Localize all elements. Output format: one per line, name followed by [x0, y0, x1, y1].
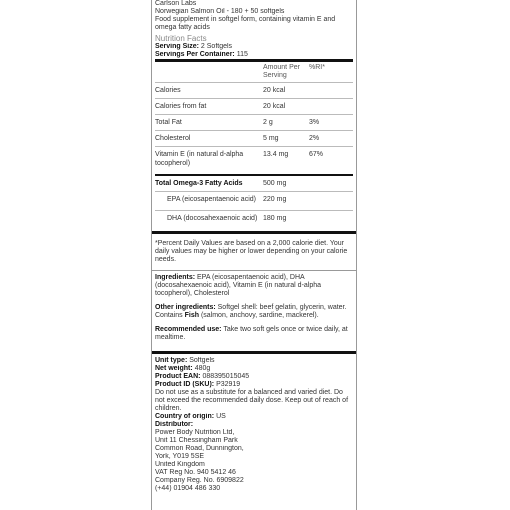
nutrient-name: Calories — [155, 83, 263, 99]
product-ean-label: Product EAN: — [155, 373, 201, 380]
brand-name: Carlson Labs — [155, 0, 197, 7]
nutrient-amount: 20 kcal — [263, 99, 309, 115]
daily-value-footnote: *Percent Daily Values are based on a 2,000 calorie diet. Your daily values may be higher or lower depending on your calorie needs. — [155, 240, 348, 263]
ingredients-text — [155, 274, 353, 298]
product-sku-value: P32919 — [216, 381, 241, 388]
product-description: Food supplement in softgel form, containing vitamin E and omega fatty acids — [155, 16, 336, 31]
distributor-line: (+44) 01904 486 330 — [155, 485, 221, 492]
servings-label: Servings Per Container: — [155, 51, 235, 58]
nutrient-amount: 180 mg — [263, 211, 309, 232]
nutrient-name: Total Omega-3 Fatty Acids — [155, 175, 263, 192]
nutrient-amount: 2 g — [263, 115, 309, 131]
nutrient-amount: 13.4 mg — [263, 147, 309, 176]
ingredients-value: EPA (eicosapentaenoic acid), DHA (docosahexaenoic acid), Vitamin E (in natural d-alpha tocopherol), Cholesterol — [155, 274, 322, 297]
distributor-label: Distributor: — [155, 421, 194, 428]
nutrient-name: Vitamin E (in natural d-alpha tocopherol) — [155, 147, 263, 176]
distributor-line: Common Road, Dunnington, — [155, 445, 244, 452]
distributor-line: Power Body Nutrition Ltd, — [155, 429, 235, 436]
nutrition-row — [155, 211, 353, 232]
nutrient-ri — [309, 99, 353, 115]
nutrient-name: Calories from fat — [155, 99, 263, 115]
nutrient-ri — [309, 83, 353, 99]
nutrition-header-row — [155, 61, 353, 83]
serving-size-label: Serving Size: — [155, 43, 199, 50]
product-details — [155, 354, 353, 496]
other-ingredients-value: Softgel shell: beef gelatin, glycerin, water. Contains — [155, 304, 347, 319]
product-ean — [155, 373, 353, 381]
usage-warning: Do not use as a substitute for a balanced and varied diet. Do not exceed the recommended daily dose. Keep out of reach of children. — [155, 389, 349, 412]
nutrient-ri: 67% — [309, 147, 353, 176]
allergen-fish: Fish — [184, 312, 199, 319]
nutrition-row — [155, 147, 353, 176]
product-info-panel — [151, 0, 357, 510]
product-sku — [155, 381, 353, 389]
header-amount: Amount Per Serving — [263, 61, 309, 83]
nutrition-row — [155, 99, 353, 115]
nutrient-name: Total Fat — [155, 115, 263, 131]
nutrient-name: Cholesterol — [155, 131, 263, 147]
net-weight — [155, 365, 353, 373]
nutrient-amount: 5 mg — [263, 131, 309, 147]
distributor-line: Company Reg. No. 6909822 — [155, 477, 244, 484]
other-ingredients-value-2: (salmon, anchovy, sardine, mackerel). — [200, 312, 319, 319]
distributor-line: United Kingdom — [155, 461, 205, 468]
nutrition-row — [155, 131, 353, 147]
net-weight-value: 480g — [194, 365, 211, 372]
unit-type-value: Softgels — [189, 357, 215, 364]
product-sku-label: Product ID (SKU): — [155, 381, 215, 388]
country-of-origin — [155, 413, 353, 421]
serving-size-value: 2 Softgels — [200, 43, 233, 50]
nutrient-ri — [309, 175, 353, 192]
unit-type-label: Unit type: — [155, 357, 188, 364]
nutrition-table — [155, 59, 353, 231]
nutrition-row — [155, 175, 353, 192]
other-ingredients-text — [155, 304, 353, 320]
nutrition-facts-title: Nutrition Facts — [155, 34, 207, 43]
nutrient-name: EPA (eicosapentaenoic acid) — [155, 192, 263, 211]
nutrient-amount: 500 mg — [263, 175, 309, 192]
other-ingredients-label: Other ingredients: — [155, 304, 216, 311]
nutrient-amount: 20 kcal — [263, 83, 309, 99]
nutrient-ri — [309, 211, 353, 232]
country-value: US — [216, 413, 226, 420]
nutrient-ri: 2% — [309, 131, 353, 147]
product-ean-value: 088395015045 — [202, 373, 250, 380]
distributor-line: Unit 11 Chessingham Park — [155, 437, 238, 444]
distributor-line: VAT Reg No. 940 5412 46 — [155, 469, 236, 476]
header-ri: %RI* — [309, 61, 353, 83]
recommended-use-label: Recommended use: — [155, 326, 222, 333]
nutrient-amount: 220 mg — [263, 192, 309, 211]
distributor-line: York, Y019 5SE — [155, 453, 205, 460]
nutrient-name: DHA (docosahexaenoic acid) — [155, 211, 263, 232]
nutrient-ri — [309, 192, 353, 211]
servings-per-container — [155, 51, 353, 59]
servings-value: 115 — [236, 51, 248, 58]
nutrition-row — [155, 83, 353, 99]
ingredients-section — [152, 270, 356, 351]
ingredients-label: Ingredients: — [155, 274, 196, 281]
product-name: Norwegian Salmon Oil - 180 + 50 softgels — [155, 8, 285, 15]
recommended-use-value: Take two soft gels once or twice daily, at mealtime. — [155, 326, 348, 341]
nutrient-ri: 3% — [309, 115, 353, 131]
net-weight-label: Net weight: — [155, 365, 193, 372]
nutrition-row — [155, 192, 353, 211]
header-blank — [155, 61, 263, 83]
serving-size — [155, 43, 353, 51]
nutrition-row — [155, 115, 353, 131]
country-label: Country of origin: — [155, 413, 215, 420]
recommended-use-text — [155, 326, 353, 342]
unit-type — [155, 357, 353, 365]
